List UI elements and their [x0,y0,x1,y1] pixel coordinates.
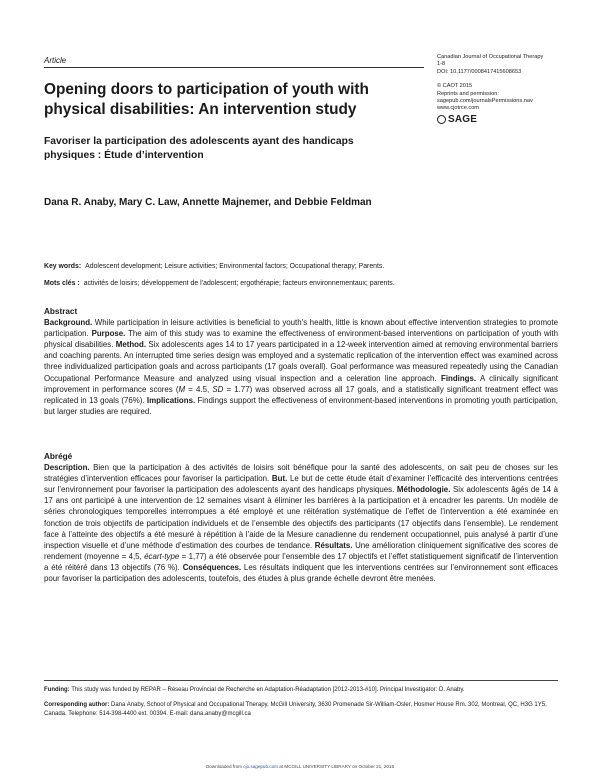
sage-logo [437,115,587,124]
mots-cles-label: Mots clés : [44,280,80,287]
keywords-english [44,262,384,271]
header-divider [44,67,424,68]
author-list: Dana R. Anaby, Mary C. Law, Annette Majnemer, and Debbie Feldman [44,197,372,208]
abrege-body: Description. Bien que la participation à des activités de loisirs soit bénéfique pour la santé des adolescents, on sait peu de choses sur les stratégies d’intervention efficaces pour favoriser la participation. But. Le but de cette étude était d’examiner l’efficacité des interventions centrées sur l’environnement pour favoriser la participation des adolescents ayant des handicaps physiques. Méthodologie. Six adolescents âgés de 14 à 17 ans ont participé à une intervention de 12 semaines visant à éliminer les barrières à la participation et à encadrer les parents. Un modèle de séries chronologiques temporelles interrompues a été employé et une réitération systématique de l’effet de l’intervention a été examinée en fonction de trois objectifs de participation individuels et de l’ensemble des objectifs des participants (17 objectifs dans l’ensemble). Le rendement face à l’atteinte des objectifs a été mesuré à répétition à l’aide de la Mesure canadienne du rendement occupationnel, puis analysé à partir d’une inspection visuelle et d’une méthode d’estimation des courbes de tendance. Résultats. Une amélioration cliniquement significative des scores de rendement (moyenne = 4,5, écart-type = 1,77) a été observée pour l’ensemble des 17 objectifs et l’effet statistiquement significatif de l’intervention a été réitéré dans 13 objectifs (76 %). Conséquences. Les résultats indiquent que les interventions centrées sur l’environnement sont efficaces pour favoriser la participation des adolescents, toutefois, des études à plus grande échelle devront être menées. [44,463,558,584]
journal-info [437,54,587,124]
sage-logo-text: SAGE [448,113,478,125]
mots-cles-text: activités de loisirs; développement de l’adolescent; ergothérapie; facteurs environnementaux; parents. [83,280,395,287]
journal-pages: 1-8 [437,61,446,68]
abrege-section [44,451,558,584]
reprints-line: Reprints and permission: [437,90,499,97]
funding-footnote: Funding: This study was funded by REPAR – Réseau Provincial de Recherche en Adaptation-Réadaptation [2012-2013-#10]. Principal Investigator: D. Anaby. [44,687,465,693]
corresponding-author-footnote: Corresponding author: Dana Anaby, School of Physical and Occupational Therapy, McGill University, 3630 Promenade Sir-William-Osler, Hosmer House Rm. 302, Montreal, QC, H3G 1Y5, Canada. Telephone: 514-398-4400 ext. 00394. E-mail: dana.anaby@mcgill.ca [44,702,547,718]
article-type-label: Article [44,56,67,65]
abstract-body: Background. While participation in leisure activities is beneficial to youth’s health, little is known about effective intervention strategies to promote participation. Purpose. The aim of this study was to examine the effectiveness of environment-based interventions on participation of youth with physical disabilities. Method. Six adolescents ages 14 to 17 years participated in a 12-week intervention aimed at removing environmental barriers and coaching parents. An interrupted time series design was employed and a systematic replication of the intervention effect was examined across three individualized participation goals and across participants (17 goals overall). Goal performance was measured repeatedly using the Canadian Occupational Performance Measure and analyzed using visual inspection and a celeration line approach. Findings. A clinically significant improvement in performance scores (M = 4.5, SD = 1.77) was observed across all 17 goals, and a statistically significant treatment effect was replicated in 13 goals (76%). Implications. Findings support the effectiveness of environment-based interventions in promoting youth participation, but larger studies are required. [44,318,559,416]
journal-website-link[interactable]: www.cjotrce.com [437,105,479,112]
footer-divider [44,680,558,681]
article-title: Opening doors to participation of youth with physical disabilities: An intervention study [44,81,369,118]
copyright-line: © CAOT 2015 [437,83,473,90]
download-source-link[interactable]: cjo.sagepub.com [243,764,278,769]
keywords-french [44,279,395,288]
keywords-label: Key words: [44,263,82,270]
download-notice: Downloaded from cjo.sagepub.com at MCGILL UNIVERSITY LIBRARY on October 21, 2015 [205,764,395,769]
keywords-text: Adolescent development; Leisure activities; Environmental factors; Occupational therapy; Parents. [85,263,385,270]
article-title-french: Favoriser la participation des adolescents ayant des handicaps physiques : Étude d’intervention [44,136,354,161]
sage-logo-icon [437,115,446,124]
abstract-heading: Abstract [44,307,78,316]
abstract-section [44,306,558,417]
abrege-heading: Abrégé [44,452,73,461]
journal-name: Canadian Journal of Occupational Therapy [437,54,544,60]
permissions-link[interactable]: sagepub.com/journalsPermissions.nav [437,98,533,105]
journal-doi[interactable]: DOI: 10.1177/0008417415608653 [437,68,522,75]
